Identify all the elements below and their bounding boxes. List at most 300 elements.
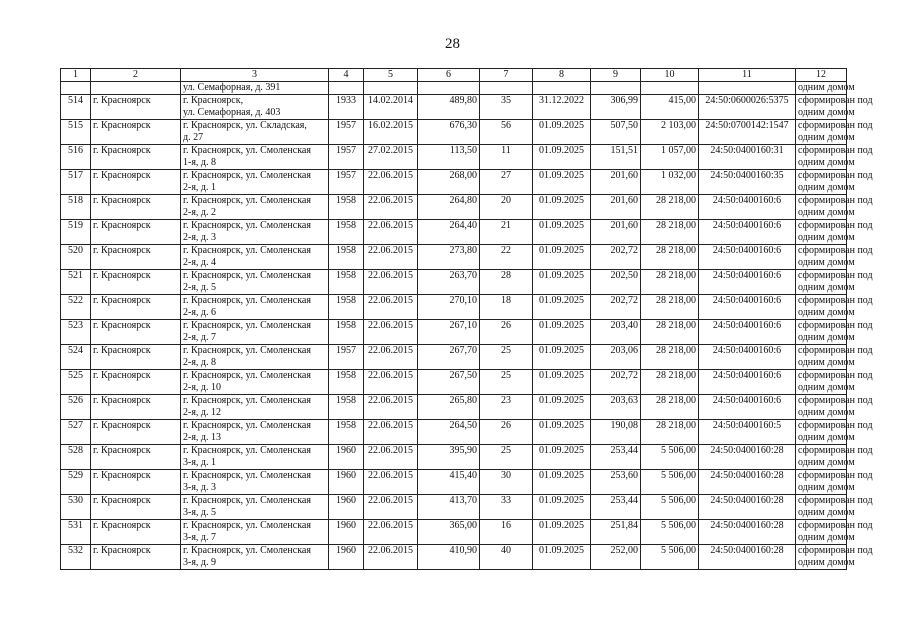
year-built-cell-line: 1960 <box>336 495 356 506</box>
status-cell-line: одним домом <box>798 457 855 468</box>
relocation-deadline-cell <box>533 420 591 445</box>
relocated-area-cell <box>591 245 641 270</box>
land-area-cell <box>641 520 699 545</box>
address-cell-line: 2-я, д. 7 <box>183 332 217 343</box>
land-area-cell-line: 28 218,00 <box>656 220 696 231</box>
cadastral-number-cell <box>699 145 796 170</box>
land-area-cell <box>641 195 699 220</box>
relocated-area-cell-line: 251,84 <box>610 520 638 531</box>
area-cell <box>418 270 480 295</box>
relocated-area-cell-line: 201,60 <box>610 220 638 231</box>
cadastral-number-cell-line: 24:50:0400160:28 <box>710 545 784 556</box>
residents-cell <box>480 95 533 120</box>
city-cell-line: г. Красноярск <box>93 320 151 331</box>
table-row <box>61 345 847 370</box>
city-cell <box>91 395 181 420</box>
table-row <box>61 195 847 220</box>
land-area-cell-line: 28 218,00 <box>656 345 696 356</box>
recognition-date-cell-line: 22.06.2015 <box>368 345 413 356</box>
table-row <box>61 420 847 445</box>
cadastral-number-cell-line: 24:50:0400160:28 <box>710 470 784 481</box>
land-area-cell <box>641 145 699 170</box>
residents-cell <box>480 120 533 145</box>
city-cell <box>91 420 181 445</box>
column-header: 12 <box>796 69 847 82</box>
land-area-cell <box>641 345 699 370</box>
area-cell-line: 365,00 <box>449 520 477 531</box>
table-row <box>61 220 847 245</box>
status-cell-line: сформирован под <box>798 545 873 556</box>
cadastral-number-cell-line: 24:50:0400160:6 <box>712 295 782 306</box>
land-area-cell-line: 28 218,00 <box>656 195 696 206</box>
relocation-deadline-cell <box>533 320 591 345</box>
status-cell <box>796 170 873 195</box>
recognition-date-cell <box>364 495 418 520</box>
city-cell-line: г. Красноярск <box>93 145 151 156</box>
relocation-deadline-cell-line: 01.09.2025 <box>539 395 584 406</box>
residents-cell <box>480 220 533 245</box>
year-built-cell-line: 1958 <box>336 395 356 406</box>
area-cell-line: 267,50 <box>449 370 477 381</box>
continuation-row <box>61 82 847 95</box>
relocated-area-cell <box>591 220 641 245</box>
recognition-date-cell-line: 22.06.2015 <box>368 495 413 506</box>
status-cell-line: сформирован под <box>798 520 873 531</box>
relocated-area-cell <box>591 495 641 520</box>
cadastral-number-cell-line: 24:50:0400160:28 <box>710 445 784 456</box>
status-cell-line: сформирован под <box>798 420 873 431</box>
city-cell <box>91 145 181 170</box>
relocated-area-cell <box>591 320 641 345</box>
land-area-cell <box>641 545 699 570</box>
status-cell-line: одним домом <box>798 132 855 143</box>
land-area-cell <box>641 445 699 470</box>
city-cell <box>91 120 181 145</box>
status-cell-line: одним домом <box>798 357 855 368</box>
address-cell-line: 2-я, д. 12 <box>183 407 222 418</box>
land-area-cell <box>641 245 699 270</box>
year-built-cell-line: 1957 <box>336 145 356 156</box>
area-cell-line: 265,80 <box>449 395 477 406</box>
address-cell <box>181 245 329 270</box>
relocation-deadline-cell-line: 01.09.2025 <box>539 370 584 381</box>
residents-cell <box>480 495 533 520</box>
row-number-cell-line: 523 <box>68 320 83 331</box>
relocation-deadline-cell-line: 01.09.2025 <box>539 520 584 531</box>
row-number-cell-line: 520 <box>68 245 83 256</box>
address-cell <box>181 195 329 220</box>
row-number-cell-line: 525 <box>68 370 83 381</box>
status-cell-line: сформирован под <box>798 95 873 106</box>
column-header: 4 <box>329 69 364 82</box>
relocation-deadline-cell-line: 01.09.2025 <box>539 545 584 556</box>
relocation-deadline-cell <box>533 295 591 320</box>
relocated-area-cell <box>591 545 641 570</box>
row-number-cell <box>61 95 91 120</box>
status-cell-line: одним домом <box>798 232 855 243</box>
city-cell-line: г. Красноярск <box>93 220 151 231</box>
column-header: 10 <box>641 69 699 82</box>
status-cell-line: одним домом <box>798 482 855 493</box>
status-cell-line: сформирован под <box>798 470 873 481</box>
column-header: 1 <box>61 69 91 82</box>
address-cell-line: г. Красноярск, ул. Смоленская <box>183 295 311 306</box>
recognition-date-cell-line: 27.02.2015 <box>368 145 413 156</box>
recognition-date-cell <box>364 370 418 395</box>
city-cell-line: г. Красноярск <box>93 120 151 131</box>
city-cell-line: г. Красноярск <box>93 295 151 306</box>
row-number-cell <box>61 120 91 145</box>
city-cell <box>91 95 181 120</box>
status-cell <box>796 545 873 570</box>
address-cell-line: г. Красноярск, ул. Смоленская <box>183 420 311 431</box>
relocated-area-cell-line: 203,63 <box>610 395 638 406</box>
year-built-cell <box>329 370 364 395</box>
residents-cell-line: 27 <box>501 170 511 181</box>
city-cell-line: г. Красноярск <box>93 445 151 456</box>
address-cell: ул. Семафорная, д. 391 <box>181 82 329 95</box>
relocation-deadline-cell <box>533 545 591 570</box>
address-cell-line: 1-я, д. 8 <box>183 157 217 168</box>
address-cell-line: г. Красноярск, ул. Смоленская <box>183 320 311 331</box>
city-cell-line: г. Красноярск <box>93 195 151 206</box>
row-number-cell <box>61 145 91 170</box>
residents-cell-line: 25 <box>501 370 511 381</box>
area-cell <box>418 370 480 395</box>
land-area-cell <box>641 95 699 120</box>
area-cell-line: 410,90 <box>449 545 477 556</box>
city-cell <box>91 170 181 195</box>
recognition-date-cell-line: 22.06.2015 <box>368 220 413 231</box>
table-row <box>61 170 847 195</box>
address-cell-line: ул. Семафорная, д. 403 <box>183 107 281 118</box>
land-area-cell-line: 28 218,00 <box>656 245 696 256</box>
relocation-deadline-cell-line: 01.09.2025 <box>539 345 584 356</box>
cadastral-number-cell-line: 24:50:0400160:5 <box>712 420 782 431</box>
city-cell-line: г. Красноярск <box>93 95 151 106</box>
table-row <box>61 520 847 545</box>
status-cell-line: сформирован под <box>798 320 873 331</box>
residents-cell-line: 35 <box>501 95 511 106</box>
relocation-deadline-cell <box>533 120 591 145</box>
row-number-cell <box>61 345 91 370</box>
column-header: 2 <box>91 69 181 82</box>
cadastral-number-cell <box>699 320 796 345</box>
relocation-deadline-cell <box>533 145 591 170</box>
cadastral-number-cell <box>699 470 796 495</box>
relocation-deadline-cell <box>533 345 591 370</box>
address-cell-line: 2-я, д. 3 <box>183 232 217 243</box>
cadastral-number-cell-line: 24:50:0600026:5375 <box>705 95 789 106</box>
residents-cell <box>480 420 533 445</box>
residents-cell-line: 26 <box>501 320 511 331</box>
address-cell <box>181 420 329 445</box>
status-cell: одним домом <box>796 82 847 95</box>
status-cell-line: одним домом <box>798 532 855 543</box>
area-cell-line: 268,00 <box>449 170 477 181</box>
row-number-cell <box>61 270 91 295</box>
area-cell <box>418 495 480 520</box>
table-row <box>61 470 847 495</box>
status-cell-line: сформирован под <box>798 270 873 281</box>
table-row <box>61 395 847 420</box>
area-cell-line: 273,80 <box>449 245 477 256</box>
year-built-cell <box>329 320 364 345</box>
relocation-deadline-cell-line: 01.09.2025 <box>539 170 584 181</box>
relocated-area-cell-line: 201,60 <box>610 170 638 181</box>
status-cell-line: одним домом <box>798 307 855 318</box>
recognition-date-cell <box>364 95 418 120</box>
residents-cell <box>480 320 533 345</box>
city-cell-line: г. Красноярск <box>93 545 151 556</box>
recognition-date-cell-line: 22.06.2015 <box>368 245 413 256</box>
year-built-cell <box>329 545 364 570</box>
address-cell-line: 2-я, д. 6 <box>183 307 217 318</box>
residents-cell <box>480 520 533 545</box>
row-number-cell-line: 517 <box>68 170 83 181</box>
relocation-deadline-cell-line: 31.12.2022 <box>539 95 584 106</box>
area-cell-line: 264,40 <box>449 220 477 231</box>
land-area-cell-line: 28 218,00 <box>656 320 696 331</box>
area-cell <box>418 545 480 570</box>
cadastral-number-cell <box>699 195 796 220</box>
table-row <box>61 145 847 170</box>
table-row <box>61 95 847 120</box>
cadastral-number-cell-line: 24:50:0400160:6 <box>712 195 782 206</box>
status-cell <box>796 445 873 470</box>
status-cell <box>796 195 873 220</box>
area-cell <box>418 445 480 470</box>
status-cell-line: сформирован под <box>798 245 873 256</box>
relocated-area-cell-line: 253,60 <box>610 470 638 481</box>
row-number-cell-line: 532 <box>68 545 83 556</box>
recognition-date-cell-line: 22.06.2015 <box>368 270 413 281</box>
residents-cell <box>480 445 533 470</box>
row-number-cell <box>61 245 91 270</box>
cadastral-number-cell-line: 24:50:0400160:6 <box>712 370 782 381</box>
area-cell <box>418 195 480 220</box>
cadastral-number-cell-line: 24:50:0400160:6 <box>712 345 782 356</box>
city-cell <box>91 245 181 270</box>
relocated-area-cell-line: 201,60 <box>610 195 638 206</box>
row-number-cell-line: 527 <box>68 420 83 431</box>
relocation-deadline-cell <box>533 95 591 120</box>
area-cell-line: 395,90 <box>449 445 477 456</box>
column-header: 6 <box>418 69 480 82</box>
address-cell-line: 3-я, д. 1 <box>183 457 217 468</box>
row-number-cell <box>61 545 91 570</box>
year-built-cell-line: 1958 <box>336 320 356 331</box>
land-area-cell-line: 28 218,00 <box>656 270 696 281</box>
table-row <box>61 320 847 345</box>
city-cell <box>91 445 181 470</box>
relocation-deadline-cell-line: 01.09.2025 <box>539 145 584 156</box>
relocated-area-cell <box>591 445 641 470</box>
area-cell <box>418 520 480 545</box>
status-cell <box>796 345 873 370</box>
address-cell-line: г. Красноярск, ул. Смоленская <box>183 395 311 406</box>
residents-cell <box>480 370 533 395</box>
city-cell <box>91 470 181 495</box>
relocated-area-cell-line: 253,44 <box>610 445 638 456</box>
row-number-cell <box>61 295 91 320</box>
table-row <box>61 545 847 570</box>
cadastral-number-cell-line: 24:50:0400160:6 <box>712 270 782 281</box>
address-cell <box>181 445 329 470</box>
area-cell <box>418 95 480 120</box>
address-cell <box>181 270 329 295</box>
relocation-deadline-cell <box>533 495 591 520</box>
address-cell-line: 2-я, д. 1 <box>183 182 217 193</box>
cadastral-number-cell-line: 24:50:0400160:6 <box>712 320 782 331</box>
city-cell-line: г. Красноярск <box>93 370 151 381</box>
area-cell <box>418 245 480 270</box>
address-cell-line: д. 27 <box>183 132 204 143</box>
relocated-area-cell <box>591 270 641 295</box>
land-area-cell <box>641 370 699 395</box>
address-cell <box>181 120 329 145</box>
status-cell <box>796 320 873 345</box>
row-number-cell <box>61 370 91 395</box>
recognition-date-cell-line: 16.02.2015 <box>368 120 413 131</box>
relocated-area-cell-line: 202,72 <box>610 370 638 381</box>
year-built-cell-line: 1958 <box>336 420 356 431</box>
recognition-date-cell-line: 22.06.2015 <box>368 470 413 481</box>
status-cell-line: одним домом <box>798 207 855 218</box>
housing-register-table <box>60 68 873 570</box>
city-cell <box>91 320 181 345</box>
address-cell-line: г. Красноярск, ул. Смоленская <box>183 470 311 481</box>
land-area-cell <box>641 170 699 195</box>
residents-cell-line: 20 <box>501 195 511 206</box>
recognition-date-cell-line: 22.06.2015 <box>368 420 413 431</box>
address-cell-line: 2-я, д. 4 <box>183 257 217 268</box>
cadastral-number-cell <box>699 120 796 145</box>
address-cell <box>181 545 329 570</box>
relocated-area-cell <box>591 295 641 320</box>
land-area-cell <box>641 420 699 445</box>
land-area-cell-line: 5 506,00 <box>661 520 696 531</box>
address-cell <box>181 220 329 245</box>
city-cell-line: г. Красноярск <box>93 170 151 181</box>
address-cell <box>181 495 329 520</box>
row-number-cell <box>61 495 91 520</box>
relocation-deadline-cell <box>533 245 591 270</box>
status-cell-line: сформирован под <box>798 195 873 206</box>
city-cell-line: г. Красноярск <box>93 495 151 506</box>
land-area-cell <box>641 220 699 245</box>
relocated-area-cell-line: 202,72 <box>610 295 638 306</box>
status-cell <box>796 420 873 445</box>
address-cell <box>181 520 329 545</box>
status-cell-line: сформирован под <box>798 370 873 381</box>
address-cell-line: г. Красноярск, ул. Смоленская <box>183 220 311 231</box>
land-area-cell <box>641 320 699 345</box>
status-cell-line: сформирован под <box>798 170 873 181</box>
year-built-cell <box>329 345 364 370</box>
year-built-cell-line: 1960 <box>336 545 356 556</box>
column-header: 9 <box>591 69 641 82</box>
recognition-date-cell <box>364 145 418 170</box>
status-cell <box>796 395 873 420</box>
residents-cell-line: 56 <box>501 120 511 131</box>
status-cell <box>796 145 873 170</box>
area-cell-line: 676,30 <box>449 120 477 131</box>
relocated-area-cell <box>591 145 641 170</box>
status-cell-line: сформирован под <box>798 120 873 131</box>
row-number-cell <box>61 395 91 420</box>
area-cell-line: 489,80 <box>449 95 477 106</box>
column-header: 8 <box>533 69 591 82</box>
relocation-deadline-cell <box>533 520 591 545</box>
recognition-date-cell <box>364 445 418 470</box>
relocated-area-cell <box>591 120 641 145</box>
cadastral-number-cell-line: 24:50:0400160:28 <box>710 520 784 531</box>
area-cell <box>418 120 480 145</box>
area-cell <box>418 345 480 370</box>
area-cell-line: 413,70 <box>449 495 477 506</box>
address-cell <box>181 395 329 420</box>
land-area-cell-line: 1 057,00 <box>661 145 696 156</box>
cadastral-number-cell-line: 24:50:0400160:35 <box>710 170 784 181</box>
cadastral-number-cell <box>699 220 796 245</box>
status-cell <box>796 95 873 120</box>
status-cell-line: одним домом <box>798 182 855 193</box>
relocation-deadline-cell <box>533 470 591 495</box>
status-cell-line: сформирован под <box>798 295 873 306</box>
address-cell-line: 2-я, д. 10 <box>183 382 222 393</box>
row-number-cell <box>61 420 91 445</box>
address-cell-line: 2-я, д. 5 <box>183 282 217 293</box>
status-cell-line: одним домом <box>798 107 855 118</box>
relocated-area-cell-line: 507,50 <box>610 120 638 131</box>
residents-cell-line: 30 <box>501 470 511 481</box>
land-area-cell <box>641 395 699 420</box>
address-cell-line: г. Красноярск, ул. Смоленская <box>183 170 311 181</box>
status-cell-line: сформирован под <box>798 220 873 231</box>
address-cell-line: г. Красноярск, ул. Смоленская <box>183 520 311 531</box>
status-cell <box>796 495 873 520</box>
relocation-deadline-cell <box>533 445 591 470</box>
recognition-date-cell <box>364 120 418 145</box>
land-area-cell <box>641 470 699 495</box>
row-number-cell-line: 529 <box>68 470 83 481</box>
cadastral-number-cell <box>699 295 796 320</box>
address-cell <box>181 145 329 170</box>
land-area-cell <box>641 270 699 295</box>
address-cell <box>181 170 329 195</box>
city-cell <box>91 345 181 370</box>
row-number-cell <box>61 520 91 545</box>
year-built-cell-line: 1958 <box>336 370 356 381</box>
relocated-area-cell <box>591 95 641 120</box>
relocation-deadline-cell-line: 01.09.2025 <box>539 195 584 206</box>
table-row <box>61 120 847 145</box>
cadastral-number-cell <box>699 345 796 370</box>
city-cell-line: г. Красноярск <box>93 420 151 431</box>
residents-cell-line: 25 <box>501 445 511 456</box>
land-area-cell <box>641 495 699 520</box>
year-built-cell-line: 1958 <box>336 295 356 306</box>
relocation-deadline-cell-line: 01.09.2025 <box>539 245 584 256</box>
year-built-cell-line: 1960 <box>336 520 356 531</box>
city-cell-line: г. Красноярск <box>93 245 151 256</box>
row-number-cell-line: 526 <box>68 395 83 406</box>
recognition-date-cell <box>364 195 418 220</box>
cadastral-number-cell <box>699 95 796 120</box>
land-area-cell-line: 5 506,00 <box>661 495 696 506</box>
row-number-cell-line: 531 <box>68 520 83 531</box>
